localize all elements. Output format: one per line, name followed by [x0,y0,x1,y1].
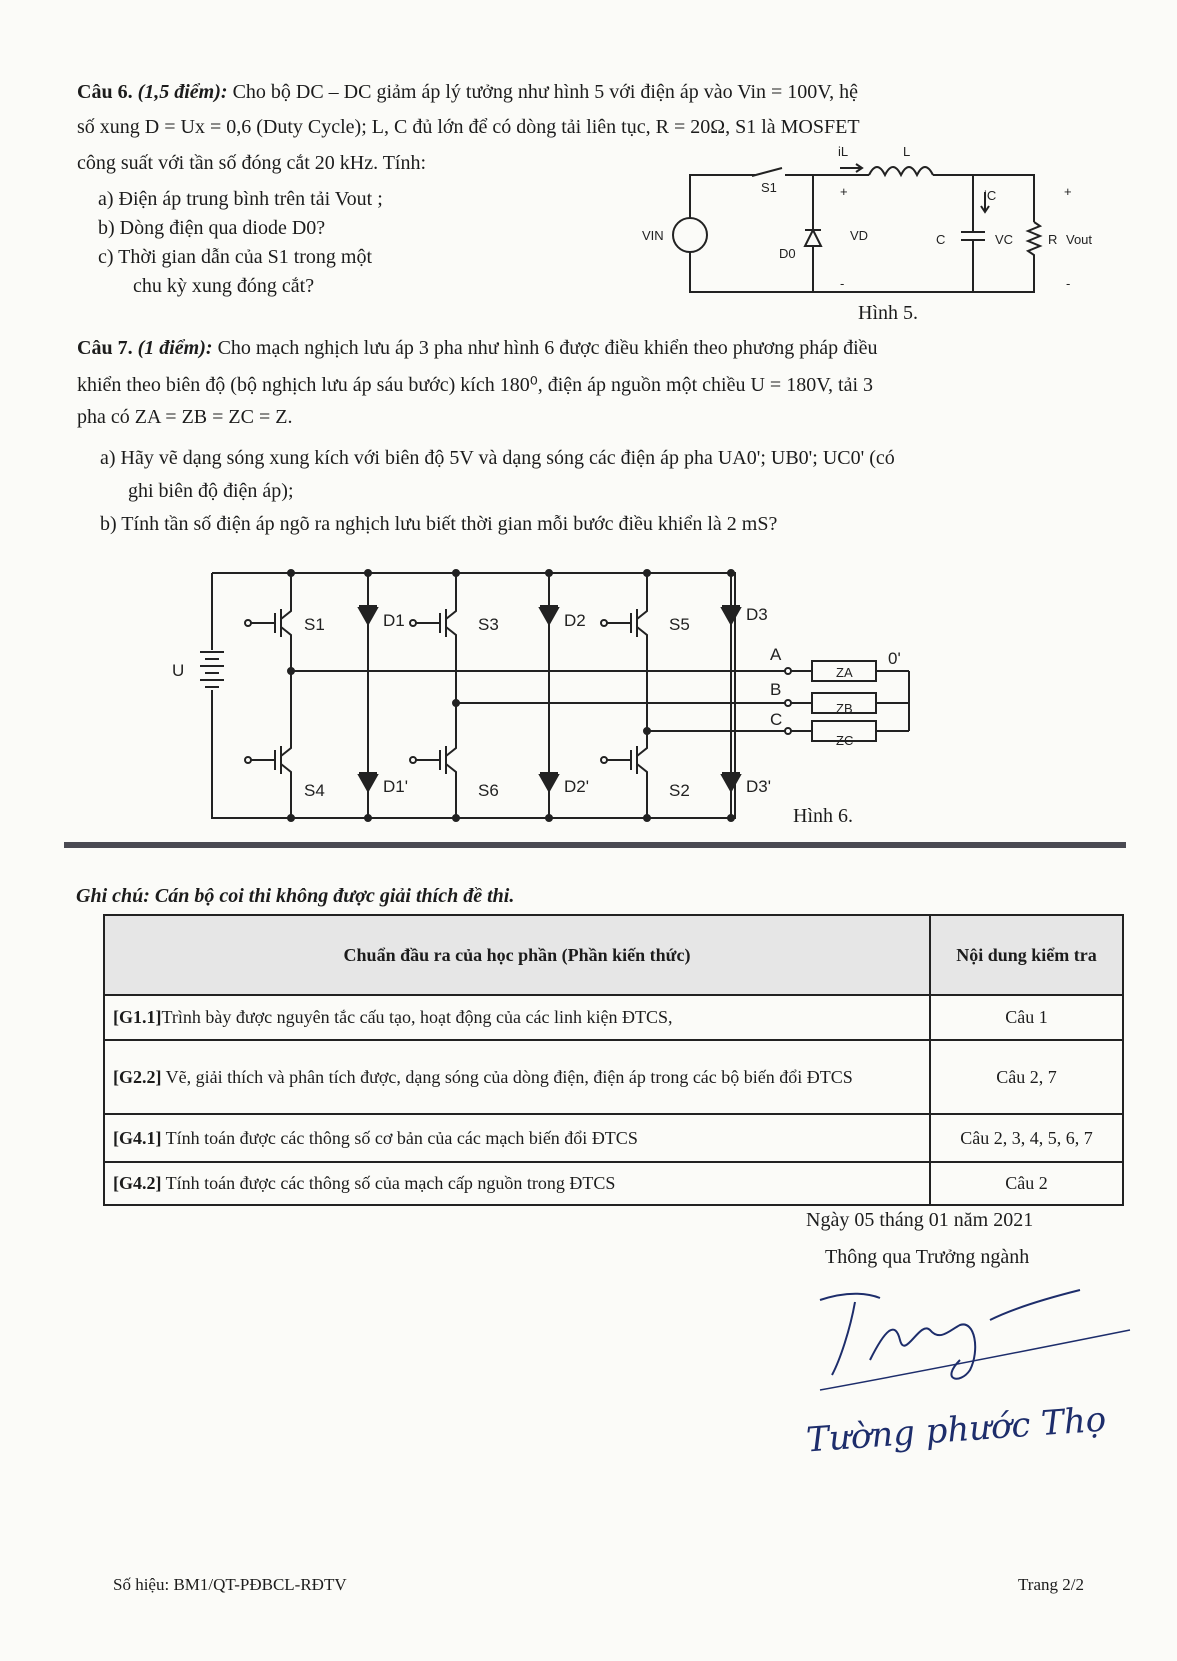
figure-5-caption: Hình 5. [858,302,918,324]
q7-title: Câu 7. [77,337,133,359]
label-u: U [172,661,185,680]
row-ref: Câu 1 [930,995,1123,1040]
igbt-icon [607,593,647,653]
label-c: C [770,710,783,729]
q7-points: (1 điểm): [137,337,213,359]
q7-text: Cho mạch nghịch lưu áp 3 pha như hình 6 được điều khiển theo phương pháp điều [217,337,878,359]
row-text: Trình bày được nguyên tắc cấu tạo, hoạt động của các linh kiện ĐTCS, [161,1007,673,1027]
q7-item-a: a) Hãy vẽ dạng sóng xung kích với biên độ 5V và dạng sóng các điện áp pha UA0'; UB0'; UC0' (có [100,447,895,469]
gate-terminal [601,757,607,763]
signature-mark [810,1280,1140,1400]
label-zb: ZB [836,701,853,716]
igbt-icon [251,730,291,790]
node-dot [453,570,459,576]
table-row [104,1162,1123,1205]
gate-terminal [601,620,607,626]
diode-icon [540,773,558,791]
capacitor-icon [961,175,985,292]
node-dot [365,815,371,821]
node-dot [453,700,459,706]
igbt-icon [416,593,456,653]
row-code: [G4.2] [113,1173,162,1193]
label-d3-prime: D3' [746,777,771,796]
label-d2-prime: D2' [564,777,589,796]
terminal-zc [785,728,791,734]
label-plus-out: + [1064,184,1072,199]
q6-item-b: b) Dòng điện qua diode D0? [98,217,326,239]
label-s1: S1 [304,615,325,634]
igbt-icon [251,593,291,653]
label-s1: S1 [761,180,777,195]
inductor-icon [869,167,933,175]
q7-item-a-cont: ghi biên độ điện áp); [128,480,294,502]
label-vd: VD [850,228,869,243]
learning-outcomes-table [103,914,1124,1206]
diode-icon [722,773,740,791]
terminal-zb [785,700,791,706]
section-divider [64,842,1126,848]
row-code: [G1.1] [113,1007,162,1027]
row-ref: Câu 2 [930,1162,1123,1205]
q6-item-c: c) Thời gian dẫn của S1 trong một [98,246,373,268]
diode-icon [359,773,377,791]
node-dot [288,668,294,674]
figure-6-caption: Hình 6. [793,805,853,827]
node-dot [453,815,459,821]
label-s2: S2 [669,781,690,800]
node-dot [288,570,294,576]
battery-icon [200,652,224,687]
q6-text: Cho bộ DC – DC giảm áp lý tưởng như hình 5 với điện áp vào Vin = 100V, hệ [232,81,859,103]
label-s3: S3 [478,615,499,634]
header-content: Nội dung kiểm tra [930,915,1123,995]
row-ref: Câu 2, 7 [930,1040,1123,1114]
note: Ghi chú: Cán bộ coi thi không được giải thích đề thi. [76,885,515,907]
row-text: Tính toán được các thông số cơ bản của các mạch biến đổi ĐTCS [161,1127,638,1148]
q6-item-a: a) Điện áp trung bình trên tải Vout ; [98,188,383,210]
signature-name: Tường phước Thọ [804,1399,1108,1461]
label-b: B [770,680,782,699]
table-row [104,1040,1123,1114]
gate-terminal [410,757,416,763]
label-za: ZA [836,665,853,680]
approval-title: Thông qua Trưởng ngành [825,1246,1030,1268]
resistor-icon [1028,222,1040,262]
label-a: A [770,645,782,664]
node-dot [546,570,552,576]
footer-page: Trang 2/2 [1018,1575,1084,1594]
label-vc: VC [995,232,1014,247]
table-header [104,915,1123,995]
gate-terminal [410,620,416,626]
node-dot [365,570,371,576]
row-code: [G2.2] [113,1066,162,1087]
diode-icon [805,175,821,292]
igbt-icon [416,730,456,790]
q6-item-c-cont: chu kỳ xung đóng cắt? [133,275,315,297]
q6-line2: số xung D = Ux = 0,6 (Duty Cycle); L, C đủ lớn để có dòng tải liên tục, R = 20Ω, S1 là MOSFET [77,116,860,138]
row-text: Vẽ, giải thích và phân tích được, dạng sóng của dòng điện, điện áp trong các bộ biến đổi ĐTCS [161,1066,853,1087]
igbt-icon [607,730,647,790]
label-plus-d: + [840,184,848,199]
row-code: [G4.1] [113,1127,162,1148]
label-vout: Vout [1066,232,1093,247]
q6-line3: công suất với tần số đóng cắt 20 kHz. Tính: [77,152,427,174]
row-ref: Câu 2, 3, 4, 5, 6, 7 [930,1114,1123,1162]
label-r: R [1048,232,1058,247]
terminal-za [785,668,791,674]
node-dot [644,570,650,576]
voltage-source-icon [673,218,707,252]
gate-terminal [245,620,251,626]
node-dot [644,815,650,821]
label-d1: D1 [383,611,405,630]
table-row [104,1114,1123,1162]
q7-item-b: b) Tính tần số điện áp ngõ ra nghịch lưu biết thời gian mỗi bước điều khiển là 2 mS? [100,513,778,535]
label-minus-out: - [1066,276,1071,291]
label-ic: iC [984,188,997,203]
date: Ngày 05 tháng 01 năm 2021 [806,1209,1034,1231]
table-row [104,995,1123,1040]
q7-line2: khiển theo biên độ (bộ nghịch lưu áp sáu bước) kích 180⁰, điện áp nguồn một chiều U = 180V, tải 3 [77,374,874,396]
label-d1-prime: D1' [383,777,408,796]
label-vin: VIN [642,228,664,243]
q7-line3: pha có ZA = ZB = ZC = Z. [77,406,293,428]
node-dot [728,570,734,576]
node-dot [546,815,552,821]
label-s6: S6 [478,781,499,800]
label-s5: S5 [669,615,690,634]
label-d0: D0 [779,246,796,261]
label-zc: ZC [836,733,854,748]
label-c: C [936,232,946,247]
header-outcomes: Chuẩn đầu ra của học phần (Phần kiến thức) [104,915,930,995]
label-d3: D3 [746,605,768,624]
node-dot [288,815,294,821]
node-dot [644,728,650,734]
q6-points: (1,5 điểm): [137,81,228,103]
diode-icon [540,606,558,624]
footer-code: Số hiệu: BM1/QT-PĐBCL-RĐTV [113,1575,347,1594]
label-neutral: 0' [888,649,901,668]
label-minus-d: - [840,276,845,291]
diode-icon [359,606,377,624]
diode-icon [722,606,740,624]
label-l: L [903,144,911,159]
gate-terminal [245,757,251,763]
node-dot [728,815,734,821]
label-d2: D2 [564,611,586,630]
q6-title: Câu 6. [77,81,133,103]
label-s4: S4 [304,781,325,800]
label-il: iL [838,144,849,159]
row-text: Tính toán được các thông số của mạch cấp nguồn trong ĐTCS [161,1173,616,1193]
